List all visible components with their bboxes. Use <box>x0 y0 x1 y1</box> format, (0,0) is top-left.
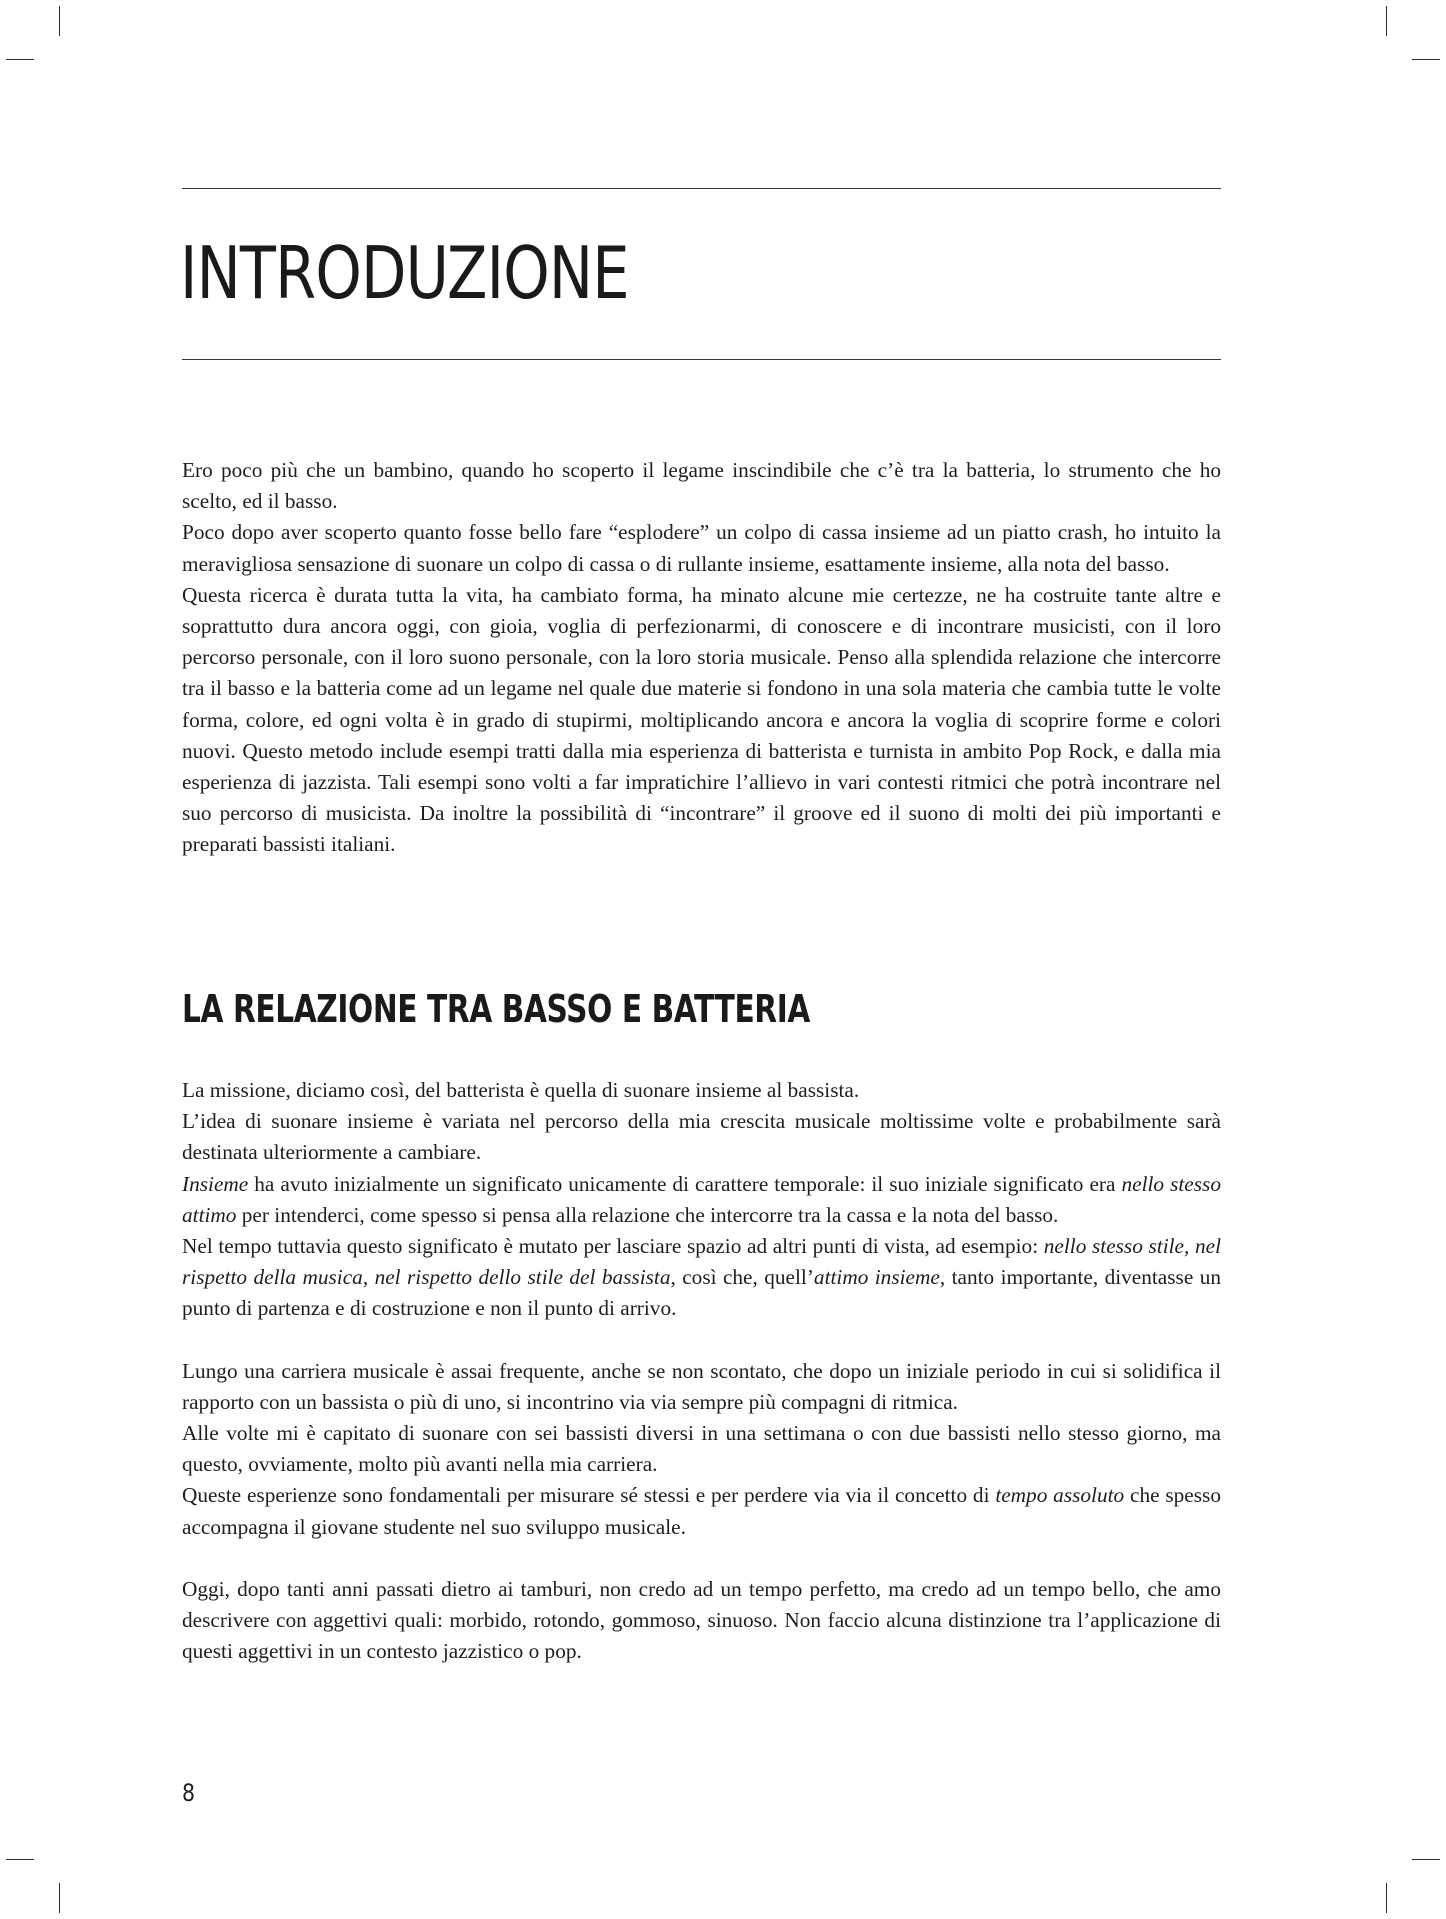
paragraph-4-text-3: , tanto importante, diventasse un punto di partenza e di costruzione e non il punto di arrivo. <box>182 1265 1221 1321</box>
section-paragraph-6: Alle volte mi è capitato di suonare con sei bassisti diversi in una settimana o con due bassisti nello stesso giorno, ma questo, ovviamente, molto più avanti nella mia carriera. <box>182 1421 1221 1477</box>
paragraph-7-text-2: che spesso accompagna il giovane studente nel suo sviluppo musicale. <box>182 1483 1221 1539</box>
section-title: LA RELAZIONE TRA BASSO E BATTERIA <box>182 987 810 1031</box>
paragraph-3-text-2: per intenderci, come spesso si pensa alla relazione che intercorre tra la cassa e la nota del basso. <box>236 1202 1059 1227</box>
intro-paragraph-2: Poco dopo aver scoperto quanto fosse bello fare “esplodere” un colpo di cassa insieme ad un piatto crash, ho intuito la meravigliosa sensazione di suonare un colpo di cassa o di rullante insieme, esattamente insieme, alla nota del basso. <box>182 520 1221 576</box>
intro-text <box>182 455 1221 861</box>
italic-nello-stesso-stile: nello stesso stile, nel rispetto della musica, nel rispetto dello stile del bassista <box>182 1234 1221 1290</box>
crop-mark-top-right <box>1386 6 1387 36</box>
italic-nello-stesso-attimo: nello stesso attimo <box>182 1171 1221 1227</box>
paragraph-4-text-2: , così che, quell’ <box>670 1265 814 1290</box>
intro-paragraph-3: Questa ricerca è durata tutta la vita, ha cambiato forma, ha minato alcune mie certezze, ne ha costruite tante altre e soprattutto dura ancora oggi, con gioia, voglia di perfezionarmi, di conoscere e di incontrare musicisti, con il loro percorso personale, con il loro suono personale, con la loro storia musicale. Penso alla splendida relazione che intercorre tra il basso e la batteria come ad un legame nel quale due materie si fondono in una sola materia che cambia tutte le volte forma, colore, ed ogni volta è in grado di stupirmi, moltiplicando ancora e ancora la voglia di scoprire forme e colori nuovi. Questo metodo include esempi tratti dalla mia esperienza di batterista e turnista in ambito Pop Rock, e dalla mia esperienza di jazzista. Tali esempi sono volti a far impratichire l’allievo in vari contesti ritmici che potrà incontrare nel suo percorso di musicista. Da inoltre la possibilità di “incontrare” il groove ed il suono di molti dei più importanti e preparati bassisti italiani. <box>182 582 1221 857</box>
crop-mark-bottom-left <box>59 1883 60 1913</box>
crop-mark-top-right-h <box>1412 59 1440 60</box>
section-paragraph-3 <box>182 1169 1221 1231</box>
page-number: 8 <box>182 1779 195 1807</box>
section-paragraph-4 <box>182 1231 1221 1325</box>
crop-mark-bottom-right-h <box>1412 1859 1440 1860</box>
section-paragraph-1: La missione, diciamo così, del batterista è quella di suonare insieme al bassista. <box>182 1078 860 1102</box>
italic-tempo-assoluto: tempo assoluto <box>995 1483 1125 1508</box>
chapter-title: INTRODUZIONE <box>180 231 629 315</box>
crop-mark-bottom-left-h <box>6 1859 34 1860</box>
section-text <box>182 1075 1221 1667</box>
paragraph-3-text-1: ha avuto inizialmente un significato unicamente di carattere temporale: il suo iniziale significato era <box>248 1171 1122 1196</box>
section-paragraph-2: L’idea di suonare insieme è variata nel percorso della mia crescita musicale moltissime volte e probabilmente sarà destinata ulteriormente a cambiare. <box>182 1109 1221 1165</box>
heading-rule-bottom <box>182 359 1221 360</box>
section-paragraph-5: Lungo una carriera musicale è assai frequente, anche se non scontato, che dopo un iniziale periodo in cui si solidifica il rapporto con un bassista o più di uno, si incontrino via via sempre più compagni di ritmica. <box>182 1358 1221 1414</box>
section-paragraph-8: Oggi, dopo tanti anni passati dietro ai tamburi, non credo ad un tempo perfetto, ma credo ad un tempo bello, che amo descrivere con aggettivi quali: morbido, rotondo, gommoso, sinuoso. Non faccio alcuna distinzione tra l’applicazione di questi aggettivi in un contesto jazzistico o pop. <box>182 1576 1221 1664</box>
intro-paragraph-1: Ero poco più che un bambino, quando ho scoperto il legame inscindibile che c’è tra la batteria, lo strumento che ho scelto, ed il basso. <box>182 458 1221 514</box>
paragraph-7-text-1: Queste esperienze sono fondamentali per misurare sé stessi e per perdere via via il concetto di <box>182 1483 996 1508</box>
heading-rule-top <box>182 188 1221 189</box>
crop-mark-top-left-h <box>6 59 34 60</box>
crop-mark-top-left <box>59 6 60 36</box>
section-paragraph-7 <box>182 1480 1221 1542</box>
italic-insieme: Insieme <box>182 1171 249 1196</box>
crop-mark-bottom-right <box>1386 1883 1387 1913</box>
paragraph-4-text-1: Nel tempo tuttavia questo significato è mutato per lasciare spazio ad altri punti di vista, ad esempio: <box>182 1234 1044 1259</box>
italic-attimo-insieme: attimo insieme <box>813 1265 940 1290</box>
